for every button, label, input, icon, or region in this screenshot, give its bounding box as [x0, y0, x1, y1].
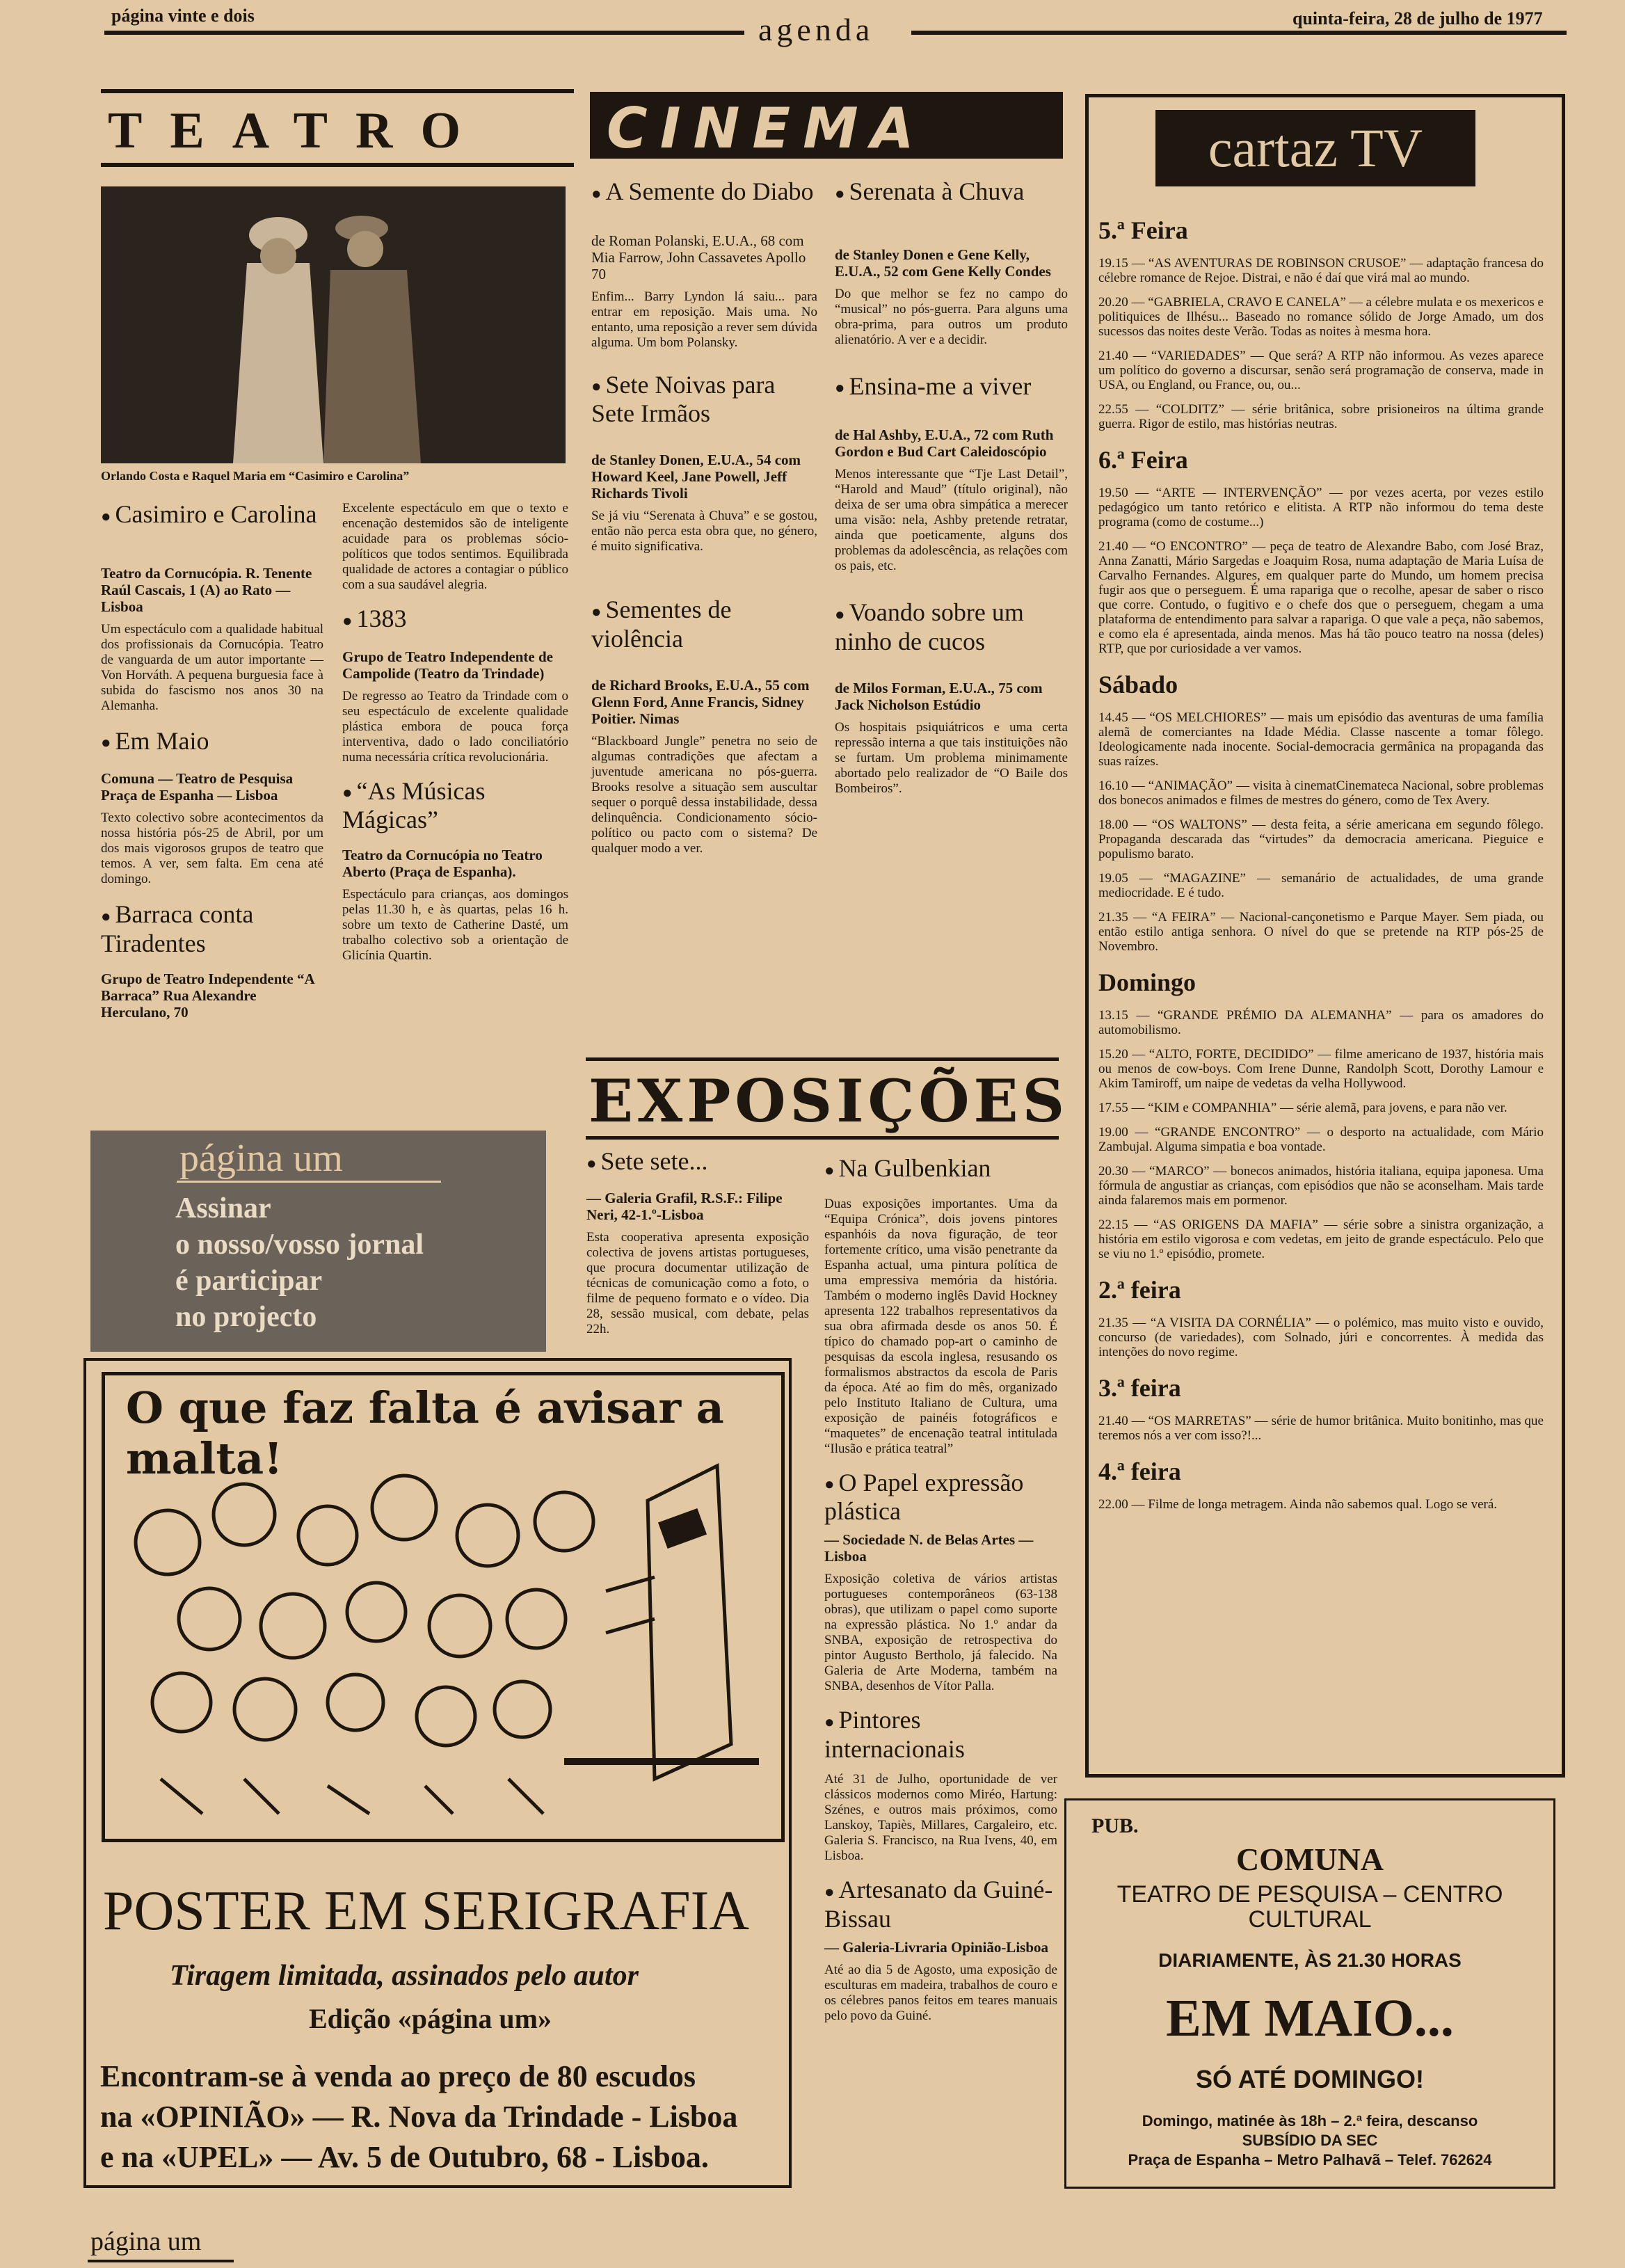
tv-program: 19.00 — “GRANDE ENCONTRO” — o desporto na actualidade, com Mário Zambujal. Alguma simpatia e boa vontade. — [1098, 1125, 1544, 1154]
teatro-column-2 — [342, 501, 568, 964]
item-info: — Galeria Grafil, R.S.F.: Filipe Neri, 42-1.º-Lisboa — [586, 1189, 783, 1223]
tv-program: 21.40 — “VARIEDADES” — Que será? A RTP não informou. As vezes aparece um político do governo a discursar, senão será programação de conserva, made in USA, ou England, ou France, ou, ou... — [1098, 349, 1544, 392]
exposicao-item — [824, 1469, 1057, 1695]
tv-program: 21.35 — “A FEIRA” — Nacional-cançonetismo e Parque Mayer. Sem piada, ou então estilo antiga senhora. O nível do que se pretende na RTP pós-25 de Novembro. — [1098, 910, 1544, 954]
footer-logo: página um — [90, 2227, 202, 2256]
tv-banner — [1155, 110, 1475, 186]
cinema-banner — [590, 92, 1063, 159]
item-body: Do que melhor se fez no campo do “musical” no pós-guerra. Para alguns uma obra-prima, para outros um produto alienatório. A ver e a decidir. — [835, 286, 1068, 347]
item-info: — Galeria-Livraria Opinião-Lisboa — [824, 1938, 1049, 1956]
poster-edition: Edição «página um» — [309, 2003, 552, 2034]
item-title: ● Artesanato da Guiné-Bissau — [824, 1876, 1057, 1932]
item-title: ● Na Gulbenkian — [824, 1155, 1057, 1184]
item-body: Duas exposições importantes. Uma da “Equipa Crónica”, dois jovens pintores espanhóis da nova figuração, de teor fortemente crítico, uma visão penetrante da Espanha actual, uma pintura política de uma empressiva memória da história. Também o moderno inglês David Hockney apresenta 122 trabalhos representativos da sua obra afirmada desde os anos 50. É típico do chamado pop-art o caminho de pesquisas da escola inglesa, resusando os formalismos abstractos da escola de Paris da época. Até ao fim do mês, organizado pelo Instituto Italiano de Cultura, uma exposição de painéis fotográficos e “maquetes” de encenação teatral intitulada “Ilusão e prática teatral” — [824, 1196, 1057, 1456]
teatro-item — [342, 605, 568, 765]
exposicao-item — [824, 1876, 1057, 2024]
comuna-ad — [1064, 1798, 1555, 2189]
item-title: ● Em Maio — [101, 728, 323, 757]
item-title: ● Casimiro e Carolina — [101, 501, 323, 530]
tv-program: 19.05 — “MAGAZINE” — semanário de actualidades, de uma grande mediocridade. E é tudo. — [1098, 871, 1544, 900]
section-title: agenda — [758, 12, 874, 47]
item-info: Grupo de Teatro Independente de Campolide (Teatro da Trindade) — [342, 648, 553, 682]
item-title: ● Sete Noivas para Sete Irmãos — [591, 372, 817, 427]
tv-program: 22.55 — “COLDITZ” — série britânica, sobre prisioneiros na última grande guerra. Rigor de estilo, mas histórias neutras. — [1098, 402, 1544, 431]
cinema-item — [835, 373, 1068, 575]
pagina-um-rule — [177, 1181, 441, 1183]
item-title: ● A Semente do Diabo — [591, 178, 817, 207]
pagina-um-text — [175, 1190, 424, 1335]
tv-program: 14.45 — “OS MELCHIORES” — mais um episódio das aventuras de uma família alemã de comerciantes na Idade Média. Classe nascente a tomar fôlego. Ideologicamente nada inocente. Social-democracia germânica na propaganda das suas raízes. — [1098, 710, 1544, 769]
comuna-subtitle: CULTURAL — [1248, 1906, 1372, 1933]
comuna-name: COMUNA — [1235, 1842, 1384, 1877]
item-title: ● Voando sobre um ninho de cucos — [835, 599, 1068, 655]
poster-sale-text — [100, 2057, 737, 2178]
comuna-schedule: DIARIAMENTE, ÀS 21.30 HORAS — [1158, 1949, 1462, 1971]
cinema-item — [835, 599, 1068, 797]
item-body: Espectáculo para crianças, aos domingos pelas 11.30 h, e às quartas, pelas 16 h. sobre um texto de Catherine Dasté, um trabalho colectivo sob a orientação de Glicínia Quartin. — [342, 887, 568, 964]
item-title: ● 1383 — [342, 605, 568, 634]
header-rule-right — [911, 31, 1567, 35]
comuna-subtitle: TEATRO DE PESQUISA – CENTRO — [1116, 1881, 1503, 1908]
comuna-matinee: Domingo, matinée às 18h – 2.ª feira, descanso — [1142, 2112, 1478, 2130]
item-info: — Sociedade N. de Belas Artes — Lisboa — [824, 1531, 1034, 1565]
item-title: ● Barraca conta Tiradentes — [101, 901, 323, 957]
item-info: Comuna — Teatro de Pesquisa Praça de Espanha — Lisboa — [101, 770, 294, 804]
sale-line: e na «UPEL» — Av. 5 de Outubro, 68 - Lisboa. — [100, 2140, 709, 2174]
photo-caption: Orlando Costa e Raquel Maria em “Casimiro e Carolina” — [101, 469, 410, 483]
item-body: Até 31 de Julho, oportunidade de ver clássicos modernos como Miréo, Hartung: Szénes, e outros mais próximos, como Lanskoy, Tapiès, Millares, Cargaleiro, etc. Galeria S. Francisco, na Rua Ivens, 40, em Lisboa. — [824, 1772, 1057, 1864]
footer-rule — [88, 2260, 234, 2262]
exposicao-item — [824, 1707, 1057, 1864]
item-info: Grupo de Teatro Independente “A Barraca” Rua Alexandre Herculano, 70 — [101, 971, 314, 1021]
pub-label: PUB. — [1091, 1814, 1139, 1837]
item-body: Se já viu “Serenata à Chuva” e se gostou, então não perca esta obra que, no género, é muito significativa. — [591, 509, 817, 554]
item-info: de Hal Ashby, E.U.A., 72 com Ruth Gordon e Bud Cart Caleidoscópio — [835, 426, 1054, 461]
tv-program: 16.10 — “ANIMAÇÃO” — visita à cinematCinemateca Nacional, sobre problemas dos bonecos animados e filmes de mestres do género, como de Tex Avery. — [1098, 778, 1544, 808]
tv-program: 17.55 — “KIM e COMPANHIA” — série alemã, para jovens, e para não ver. — [1098, 1101, 1507, 1115]
item-title: ● Sementes de violência — [591, 596, 817, 652]
item-body: De regresso ao Teatro da Trindade com o seu espectáculo de excelente qualidade plástica embora de pouca força interventiva, dado o lado conciliatório numa necessária crítica revolucionária. — [342, 688, 568, 765]
tv-schedule — [1098, 202, 1544, 1522]
exposicao-item — [824, 1155, 1057, 1457]
tv-day-heading: Domingo — [1098, 968, 1196, 996]
item-body: “Blackboard Jungle” penetra no seio de algumas contradições que afectam a juventude americana no pós-guerra. Brooks resolve a situação sem auscultar sequer o porquê dessa instabilidade, dessa delinquência. Condicionamento sócio-político ou pacto com o sistema? De qualquer modo a ver. — [591, 734, 817, 856]
header-rule-left — [104, 31, 744, 35]
teatro-item — [101, 728, 323, 888]
cinema-item — [591, 372, 817, 555]
item-body: Enfim... Barry Lyndon lá saiu... para entrar em reposição. Mais uma. No entanto, uma reposição a rever sem dúvida alguma. Um bom Polansky. — [591, 289, 817, 350]
exposicoes-banner — [586, 1057, 1069, 1140]
page-number: página vinte e dois — [111, 6, 255, 26]
pagina-um-ad — [90, 1131, 546, 1352]
tv-program: 21.40 — “O ENCONTRO” — peça de teatro de Alexandre Babo, com José Braz, Anna Zanatti, Mário Sargedas e Joaquim Rosa, numa adaptação de Maria Luísa de Carvalho Fernandes. Algures, em qualquer parte do Mundo, um homem precisa fugir aos que o perseguem. É uma rapariga que o recolhe, apesar de saber o risco que corre. Contudo, o fugitivo e o chefe dos que o perseguem, chegam a uma plataforma de entendimento para salvar a rapariga. O que vale a peça, não sabemos, e como ela é apresentada, ainda menos. Mas há tão pouco teatro na nossa (deles) RTP, que por curiosidade a ver vamos. — [1098, 539, 1544, 656]
tv-day-heading: 3.ª feira — [1098, 1374, 1181, 1402]
tv-program: 20.30 — “MARCO” — bonecos animados, história italiana, equipa japonesa. Uma fórmula de angustiar as crianças, com episódios que não se aconselham. Mais tarde ainda falaremos mais em pormenor. — [1098, 1164, 1544, 1208]
tv-day-heading: 6.ª Feira — [1098, 446, 1188, 474]
teatro-column-1 — [101, 501, 323, 1028]
item-body: Os hospitais psiquiátricos e uma certa repressão interna a que tais instituições não se furtam. Um problema minimamente abortado pelo realizador de “O Baile dos Bombeiros”. — [835, 720, 1068, 797]
teatro-banner-text: TEATRO — [108, 102, 489, 159]
comuna-show-title: EM MAIO... — [1166, 1989, 1454, 2047]
tv-listings-box — [1085, 94, 1565, 1778]
item-body: Um espectáculo com a qualidade habitual dos profissionais da Cornucópia. Teatro de vanguarda de um autor importante — Von Horváth. A pequena burguesia face à subida do fascismo nos anos 30 na Alemanha. — [101, 621, 323, 713]
item-info: de Milos Forman, E.U.A., 75 com Jack Nicholson Estúdio — [835, 680, 1043, 714]
tv-program: 15.20 — “ALTO, FORTE, DECIDIDO” — filme americano de 1937, história mais ou menos de cow-boys. Com Irene Dunne, Randolph Scott, Dorothy Lamour e Akim Tamiroff, um naipe de vedetas da velha Hollywood. — [1098, 1047, 1544, 1091]
cinema-item — [835, 178, 1068, 348]
tv-program: 22.00 — Filme de longa metragem. Ainda não sabemos qual. Logo se verá. — [1098, 1497, 1498, 1512]
tv-program: 18.00 — “OS WALTONS” — desta feita, a série americana em segundo fôlego. Propaganda descarada das “virtudes” da democracia americana. Pieguice e populismo barato. — [1098, 817, 1544, 861]
tv-program: 13.15 — “GRANDE PRÉMIO DA ALEMANHA” — para os amadores do automobilismo. — [1098, 1008, 1544, 1037]
poster-headline: O que faz falta é avisar a malta! — [126, 1382, 724, 1484]
teatro-item — [342, 778, 568, 964]
crowd-caricature-illustration — [119, 1452, 766, 1828]
tv-banner-text: cartaz TV — [1208, 118, 1423, 178]
sale-line: Encontram-se à venda ao preço de 80 escudos — [100, 2059, 696, 2093]
cinema-item — [591, 596, 817, 856]
item-info: de Roman Polanski, E.U.A., 68 com Mia Farrow, John Cassavetes Apollo 70 — [591, 232, 806, 282]
exposicoes-banner-text: EXPOSIÇÕES — [589, 1067, 1069, 1135]
pagina-um-logo: página um — [179, 1137, 343, 1180]
tv-program: 22.15 — “AS ORIGENS DA MAFIA” — série sobre a sinistra organização, a história em estilo vigorosa e com vedetas, em jeito de grande espectáculo. Pelo que se viu no 1.º episódio, promete. — [1098, 1217, 1544, 1261]
page-date: quinta-feira, 28 de julho de 1977 — [1292, 8, 1543, 29]
ad-line: o nosso/vosso jornal — [175, 1229, 424, 1261]
item-body: Esta cooperativa apresenta exposição colectiva de jovens artistas portugueses, que procura documentar utilização de técnicas de comunicação como a foto, o filme de pequeno formato e o vídeo. Dia 28, sessão musical, com debate, pelas 22h. — [586, 1229, 809, 1336]
poster-ad — [83, 1358, 792, 2188]
tv-day-heading: 2.ª feira — [1098, 1276, 1181, 1304]
cinema-item — [591, 178, 817, 351]
teatro-banner — [101, 89, 574, 167]
item-title: ● O Papel expressão plástica — [824, 1469, 1057, 1525]
teatro-item — [101, 901, 323, 1021]
tv-day-heading: Sábado — [1098, 671, 1178, 698]
comuna-until: SÓ ATÉ DOMINGO! — [1196, 2065, 1424, 2093]
actors-silhouette-image — [101, 186, 566, 463]
poster-subtitle: Tiragem limitada, assinados pelo autor — [170, 1960, 639, 1992]
comuna-address: Praça de Espanha – Metro Palhavã – Telef. 762624 — [1128, 2151, 1492, 2169]
item-info: de Stanley Donen, E.U.A., 54 com Howard Keel, Jane Powell, Jeff Richards Tivoli — [591, 452, 801, 502]
teatro-item — [101, 501, 323, 714]
tv-day-heading: 5.ª Feira — [1098, 216, 1188, 244]
item-body: Excelente espectáculo em que o texto e encenação destemidos são de inteligente acuidade para os problemas sócio-políticos que todos sentimos. Equilibrada qualidade de actores a contagiar o público com a sua saudável alegria. — [342, 501, 568, 592]
tv-day-heading: 4.ª feira — [1098, 1458, 1181, 1485]
poster-title: POSTER EM SERIGRAFIA — [103, 1880, 750, 1942]
item-body: Exposição coletiva de vários artistas portugueses contemporâneos (63-138 obras), que utilizam o papel como suporte na expressão plástica. No 1.º andar da SNBA, exposição de retrospectiva do pintor Augusto Bertholo, já falecido. Na Galeria de Arte Moderna, também na SNBA, desenhos de Vítor Palla. — [824, 1572, 1057, 1694]
item-body: Menos interessante que “Tje Last Detail”, “Harold and Maud” (título original), não deixa de ser uma obra simpática a merecer uma visão: nela, Ashby pretende retratar, ainda que poeticamente, alguns dos problemas da adolescência, as relações com os pais, etc. — [835, 467, 1068, 574]
ad-line: é participar — [175, 1265, 323, 1297]
sale-line: na «OPINIÃO» — R. Nova da Trindade - Lisboa — [100, 2100, 738, 2134]
item-title: ● Sete sete... — [586, 1148, 809, 1177]
item-info: Teatro da Cornucópia no Teatro Aberto (Praça de Espanha). — [342, 847, 543, 881]
item-info: de Stanley Donen e Gene Kelly, E.U.A., 52 com Gene Kelly Condes — [835, 246, 1051, 280]
cinema-column-1 — [591, 178, 817, 856]
item-body: Até ao dia 5 de Agosto, uma exposição de esculturas em madeira, trabalhos de couro e os célebres panos feitos em teares manuais pelo povo da Guiné. — [824, 1962, 1057, 2023]
item-body: Texto colectivo sobre acontecimentos da nossa história pós-25 de Abril, por um dos mais vigorosos grupos de teatro que temos. A ver, sem falta. Em cena até domingo. — [101, 810, 323, 887]
cinema-column-2 — [835, 178, 1068, 797]
cinema-banner-text: CINEMA — [607, 96, 927, 161]
item-info: Teatro da Cornucópia. R. Tenente Raúl Cascais, 1 (A) ao Rato — Lisboa — [101, 564, 312, 615]
comuna-subsidy: SUBSÍDIO DA SEC — [1242, 2132, 1378, 2149]
exposicoes-column-1 — [586, 1148, 809, 1337]
tv-program: 19.15 — “AS AVENTURAS DE ROBINSON CRUSOE” — adaptação francesa do célebre romance de Rejoe. Distrai, e não é daí que virá mal ao mundo. — [1098, 256, 1544, 285]
tv-program: 21.40 — “OS MARRETAS” — série de humor britânica. Muito bonitinho, mas que teremos nós a ver com isso?!... — [1098, 1414, 1544, 1443]
item-info: de Richard Brooks, E.U.A., 55 com Glenn Ford, Anne Francis, Sidney Poitier. Nimas — [591, 677, 810, 728]
ad-line: no projecto — [175, 1301, 317, 1333]
ad-line: Assinar — [175, 1192, 271, 1224]
item-title: ● Ensina-me a viver — [835, 373, 1068, 402]
poster-illustration-frame — [102, 1372, 785, 1842]
item-title: ● “As Músicas Mágicas” — [342, 778, 568, 833]
tv-program: 19.50 — “ARTE — INTERVENÇÃO” — por vezes acerta, por vezes estilo pedagógico um tanto retórico e elitista. A RTP não informou do tema deste programa (como de costume...) — [1098, 486, 1544, 529]
item-title: ● Pintores internacionais — [824, 1707, 1057, 1762]
item-title: ● Serenata à Chuva — [835, 178, 1068, 207]
exposicoes-column-2 — [824, 1155, 1057, 2024]
tv-program: 20.20 — “GABRIELA, CRAVO E CANELA” — a célebre mulata e os mexericos e politiquices de Ilhésu... Baseado no romance sólido de Jorge Amado, um dos sucessos das noites deste Verão. Todas as noites à mesma hora. — [1098, 295, 1544, 339]
tv-program: 21.35 — “A VISITA DA CORNÉLIA” — o polémico, mas muito visto e ouvido, concurso (de variedades), com Solnado, júri e concorrentes. À medida das intenções do novo regime. — [1098, 1316, 1544, 1359]
theatre-photo — [101, 186, 566, 463]
